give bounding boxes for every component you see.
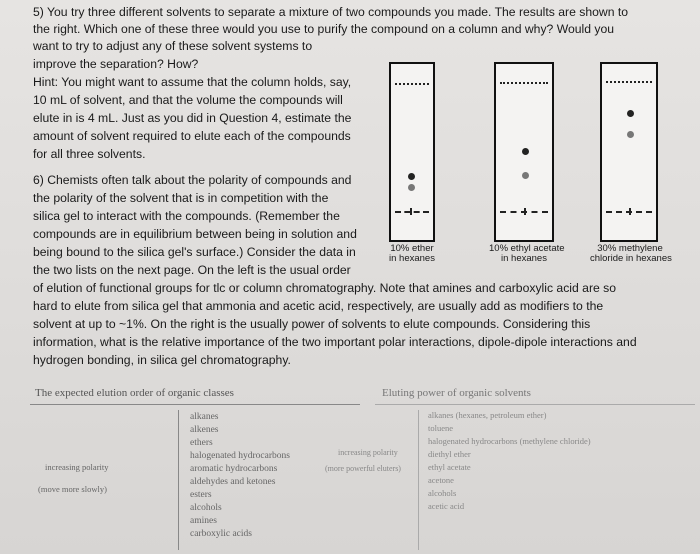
q5-line: want to try to adjust any of these solvent systems to (33, 39, 313, 53)
compound-spot (627, 110, 634, 117)
solvent-item: alcohols (428, 488, 457, 498)
solvent-item: diethyl ether (428, 449, 471, 459)
plate-label-methylene-chloride (590, 244, 670, 264)
q6-line: solvent at up to ~1%. On the right is the usually power of solvents to elute compounds. Considering this (33, 317, 591, 331)
plate-label-line: in hexanes (389, 253, 435, 264)
q6-line: information, what is the relative importance of the two important polar interactions, dipole-dipole interactions and (33, 335, 637, 349)
table-rule (375, 404, 695, 405)
elution-item: alkenes (190, 425, 219, 435)
origin-line (395, 211, 429, 213)
elution-item: aromatic hydrocarbons (190, 464, 278, 474)
table-rule (30, 404, 360, 405)
tlc-plate-ether (389, 62, 435, 242)
solvent-item: alkanes (hexanes, petroleum ether) (428, 410, 547, 420)
table-divider (178, 410, 179, 550)
q6-line: hard to elute from silica gel that ammonia and acetic acid, respectively, are usually add as modifiers to the (33, 299, 604, 313)
q5-hint-line: 10 mL of solvent, and that the volume the compounds will (33, 93, 343, 107)
q5-hint-line: for all three solvents. (33, 147, 146, 161)
compound-spot (627, 131, 634, 138)
solvent-item: acetic acid (428, 501, 465, 511)
compound-spot (522, 148, 529, 155)
solvent-front (395, 83, 429, 85)
q5-hint-line: Hint: You might want to assume that the column holds, say, (33, 75, 352, 89)
solvent-item: toluene (428, 423, 454, 433)
compound-spot (522, 172, 529, 179)
q5-hint-line: elute in is 4 mL. Just as you did in Question 4, estimate the (33, 111, 352, 125)
solvent-side-label: increasing polarity (338, 448, 398, 457)
q6-line: compounds are in equilibrium between being in solution and (33, 227, 357, 241)
q6-line: the two lists on the next page. On the left is the usual order (33, 263, 351, 277)
plate-label-line: in hexanes (501, 253, 547, 264)
compound-spot (408, 173, 415, 180)
elution-table-title: The expected elution order of organic classes (35, 387, 234, 399)
q6-line: silica gel to interact with the compounds. (Remember the (33, 209, 340, 223)
q6-line: being bound to the silica gel's surface.) Consider the data in (33, 245, 356, 259)
solvent-item: ethyl acetate (428, 462, 471, 472)
elution-item: alcohols (190, 503, 222, 513)
elution-item: carboxylic acids (190, 529, 252, 539)
origin-mark (629, 208, 631, 215)
solvent-table-title: Eluting power of organic solvents (382, 387, 531, 399)
q6-line: the polarity of the solvent that is in competition with the (33, 191, 329, 205)
compound-spot (408, 184, 415, 191)
plate-label-ether (389, 244, 435, 264)
tlc-plate-methylene-chloride (600, 62, 658, 242)
table-divider (418, 410, 419, 550)
origin-mark (410, 208, 412, 215)
plate-label-line: chloride in hexanes (590, 253, 672, 264)
origin-mark (524, 208, 526, 215)
solvent-item: acetone (428, 475, 454, 485)
elution-item: aldehydes and ketones (190, 477, 276, 487)
elution-item: esters (190, 490, 212, 500)
q5-line: improve the separation? How? (33, 57, 199, 71)
elution-item: alkanes (190, 412, 219, 422)
elution-item: ethers (190, 438, 213, 448)
q5-line: the right. Which one of these three would you use to purify the compound on a column and why? Would you (33, 22, 615, 36)
elution-side-label: increasing polarity (45, 462, 109, 472)
elution-side-label: (move more slowly) (38, 484, 107, 494)
elution-item: halogenated hydrocarbons (190, 451, 290, 461)
plate-label-ethyl-acetate (489, 243, 565, 264)
q5-line: 5) You try three different solvents to separate a mixture of two compounds you made. The results are shown to (33, 5, 629, 19)
plate-label-line: 10% ether (390, 243, 434, 254)
solvent-front (500, 82, 548, 84)
elution-item: amines (190, 516, 217, 526)
solvent-front (606, 81, 652, 83)
q6-line: hydrogen bonding, in silica gel chromatography. (33, 353, 291, 367)
plate-label-line: 30% methylene (597, 243, 663, 254)
q6-line: of elution of functional groups for tlc or column chromatography. Note that amines and carboxylic acid are so (33, 281, 617, 295)
q6-line: 6) Chemists often talk about the polarity of compounds and (33, 173, 352, 187)
plate-label-line: 10% ethyl acetate (489, 243, 565, 254)
solvent-side-label: (more powerful eluters) (325, 464, 401, 473)
solvent-item: halogenated hydrocarbons (methylene chloride) (428, 436, 591, 446)
q5-hint-line: amount of solvent required to elute each of the compounds (33, 129, 351, 143)
tlc-plate-ethyl-acetate (494, 62, 554, 242)
